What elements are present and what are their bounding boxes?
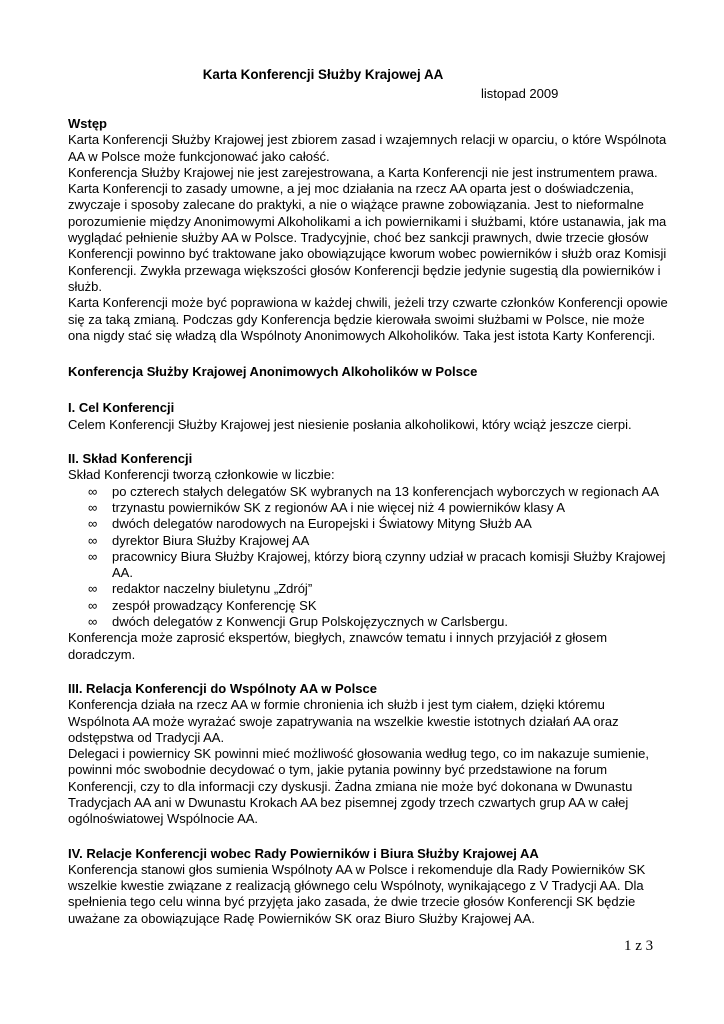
section4-text: Konferencja stanowi głos sumienia Wspólnoty AA w Polsce i rekomenduje dla Rady Powierników SK wszelkie kwestie związane z realizacją głównego celu Wspólnoty, wynikającego z V Tradycji AA. Dla spełnienia tego celu winna być przyjęta jako zasada, że dwie trzecie głosów Konferencji SK będzie uważane za obowiązujące Radę Powierników SK oraz Biuro Służby Krajowej AA. xyxy=(68,861,646,926)
document-body xyxy=(68,116,668,927)
document-date: listopad 2009 xyxy=(481,86,559,101)
section1-text: Celem Konferencji Służby Krajowej jest niesienie posłania alkoholikowi, który wciąż jeszcze cierpi. xyxy=(68,416,632,432)
infinity-bullet-icon: ∞ xyxy=(88,483,98,499)
members-list xyxy=(68,484,668,631)
intro-heading: Wstęp xyxy=(68,116,107,131)
section3-heading: III. Relacja Konferencji do Wspólnoty AA w Polsce xyxy=(68,680,377,696)
page-number: 1 z 3 xyxy=(624,938,654,954)
infinity-bullet-icon: ∞ xyxy=(88,614,98,630)
list-item: ∞ pracownicy Biura Służby Krajowej, którzy biorą czynny udział w pracach komisji Służby Krajowej AA. xyxy=(88,548,666,581)
section2-heading: II. Skład Konferencji xyxy=(68,451,193,467)
infinity-bullet-icon: ∞ xyxy=(88,581,98,597)
intro-paragraph: Karta Konferencji może być poprawiona w każdej chwili, jeżeli trzy czwarte członków Konferencji opowie się za taką zmianą. Podczas gdy Konferencja będzie kierowała swoimi służbami w Polsce, nie może ona nigdy stać się władzą dla Wspólnoty Anonimowych Alkoholików. Taka jest istota Karty Konferencji. xyxy=(68,295,668,343)
list-item: ∞ zespół prowadzący Konferencję SK xyxy=(88,597,317,613)
document-title: Karta Konferencji Służby Krajowej AA xyxy=(202,67,444,82)
list-item: ∞ dwóch delegatów z Konwencji Grup Polskojęzycznych w Carlsbergu. xyxy=(88,614,508,630)
intro-paragraph: Konferencja Służby Krajowej nie jest zarejestrowana, a Karta Konferencji nie jest instrumentem prawa. Karta Konferencji to zasady umowne, a jej moc działania na rzecz AA oparta jest o doświadczenia, zwyczaje i sposoby zalecane do praktyki, a nie o wiążące prawne zobowiązania. Jest to nieformalne porozumienie między Anonimowymi Alkoholikami a ich powiernikami i służbami, które ustanawia, jak ma wyglądać pełnienie służby AA w Polsce. Tradycyjnie, choć bez sankcji prawnych, dwie trzecie głosów Konferencji powinno być traktowane jako obowiązujące kworum wobec powierników i służb oraz Komisji Konferencji. Zwykła przewaga większości głosów Konferencji będzie jedynie sugestią dla powierników i służb. xyxy=(68,164,667,294)
intro-paragraph: Karta Konferencji Służby Krajowej jest zbiorem zasad i wzajemnych relacji w oparciu, o które Wspólnota AA w Polsce może funkcjonować jako całość. xyxy=(68,132,667,164)
infinity-bullet-icon: ∞ xyxy=(88,532,98,548)
section4-heading: IV. Relacje Konferencji wobec Rady Powierników i Biura Służby Krajowej AA xyxy=(68,845,539,861)
list-item: ∞ dwóch delegatów narodowych na Europejski i Światowy Mityng Służb AA xyxy=(88,516,532,532)
section2-lead: Skład Konferencji tworzą członkowie w liczbie: xyxy=(68,467,335,483)
section2-closing: Konferencja może zaprosić ekspertów, biegłych, znawców tematu i innych przyjaciół z głosem doradczym. xyxy=(68,630,608,662)
list-item: ∞ dyrektor Biura Służby Krajowej AA xyxy=(88,532,310,548)
infinity-bullet-icon: ∞ xyxy=(88,499,98,515)
section1-heading: I. Cel Konferencji xyxy=(68,400,175,416)
list-item: ∞ redaktor naczelny biuletynu „Zdrój” xyxy=(88,581,313,597)
list-item: ∞ po czterech stałych delegatów SK wybranych na 13 konferencjach wyborczych w regionach AA xyxy=(88,483,660,499)
section3-paragraph: Delegaci i powiernicy SK powinni mieć możliwość głosowania według tego, co im nakazuje sumienie, powinni móc swobodnie decydować o tym, jakie pytania powinny być przedstawione na forum Konferencji, czy to dla informacji czy dyskusji. Żadna zmiana nie może być dokonana w Dwunastu Tradycjach AA ani w Dwunastu Krokach AA bez pisemnej zgody trzech czwartych grup AA w całej ogólnoświatowej Wspólnocie AA. xyxy=(68,746,649,827)
infinity-bullet-icon: ∞ xyxy=(88,548,98,564)
main-heading: Konferencja Służby Krajowej Anonimowych Alkoholików w Polsce xyxy=(68,364,478,380)
section3-paragraph: Konferencja działa na rzecz AA w formie chronienia ich służb i jest tym ciałem, dzięki któremu Wspólnota AA może wyrażać swoje zapatrywania na wszelkie kwestie istotnych działań AA oraz odstępstwa od Tradycji AA. xyxy=(68,697,619,745)
infinity-bullet-icon: ∞ xyxy=(88,597,98,613)
infinity-bullet-icon: ∞ xyxy=(88,516,98,532)
list-item: ∞ trzynastu powierników SK z regionów AA i nie więcej niż 4 powierników klasy A xyxy=(88,499,566,515)
